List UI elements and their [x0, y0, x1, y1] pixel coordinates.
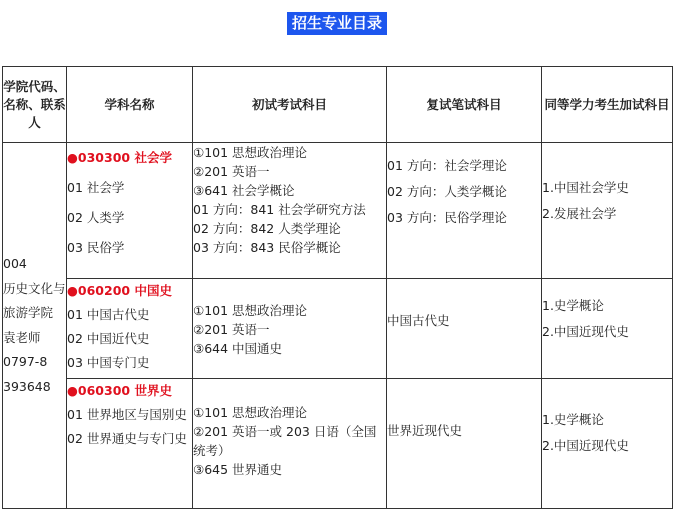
exam-item: 03 方向：843 民俗学概论: [193, 240, 341, 255]
direction-item: 01 世界地区与国别史: [67, 407, 187, 422]
retest-exam-cell: [387, 279, 542, 379]
exam-item: ②201 英语一: [193, 322, 270, 337]
table-header-row: [3, 67, 673, 143]
header-subject: 学科名称: [67, 67, 193, 143]
direction-item: 03 民俗学: [67, 240, 125, 255]
retest-item: 02 方向：人类学概论: [387, 184, 507, 199]
header-initial-exam: 初试考试科目: [193, 67, 387, 143]
direction-item: 01 中国古代史: [67, 307, 150, 322]
equivalent-item: 2.中国近现代史: [542, 324, 629, 339]
subject-cell: [67, 143, 193, 279]
table-row: [3, 379, 673, 509]
exam-item: 01 方向：841 社会学研究方法: [193, 202, 366, 217]
exam-item: ①101 思想政治理论: [193, 303, 308, 318]
exam-item: ②201 英语一或 203 日语（全国统考）: [193, 424, 377, 458]
college-name: 历史文化与旅游学院: [3, 280, 66, 320]
equivalent-exam-cell: [542, 379, 673, 509]
exam-item: ③645 世界通史: [193, 462, 283, 477]
direction-item: 02 中国近代史: [67, 331, 150, 346]
major-title: ●060200 中国史: [67, 283, 172, 298]
equivalent-item: 1.中国社会学史: [542, 180, 629, 195]
college-info-cell: [3, 143, 67, 509]
exam-item: ①101 思想政治理论: [193, 145, 308, 160]
exam-item: 02 方向：842 人类学理论: [193, 221, 341, 236]
direction-item: 02 世界通史与专门史: [67, 431, 187, 446]
college-phone-b: 393648: [3, 378, 51, 394]
table-row: [3, 143, 673, 279]
equivalent-item: 2.中国近现代史: [542, 438, 629, 453]
retest-item: 03 方向：民俗学理论: [387, 210, 507, 225]
direction-item: 02 人类学: [67, 210, 125, 225]
equivalent-exam-cell: [542, 143, 673, 279]
major-title: ●030300 社会学: [67, 150, 172, 165]
retest-exam-cell: [387, 143, 542, 279]
direction-item: 03 中国专门史: [67, 355, 150, 370]
initial-exam-cell: [193, 143, 387, 279]
initial-exam-cell: [193, 379, 387, 509]
college-contact: 袁老师: [3, 329, 41, 345]
header-equivalent-exam: 同等学力考生加试科目: [542, 67, 673, 143]
subject-cell: [67, 279, 193, 379]
admission-catalog-table: [2, 66, 673, 509]
equivalent-item: 1.史学概论: [542, 298, 604, 313]
major-title: ●060300 世界史: [67, 383, 172, 398]
table-row: [3, 279, 673, 379]
retest-item: 中国古代史: [387, 313, 450, 328]
equivalent-item: 1.史学概论: [542, 412, 604, 427]
retest-exam-cell: [387, 379, 542, 509]
header-retest-exam: 复试笔试科目: [387, 67, 542, 143]
college-phone-a: 0797-8: [3, 354, 48, 369]
retest-item: 01 方向：社会学理论: [387, 158, 507, 173]
exam-item: ①101 思想政治理论: [193, 405, 308, 420]
exam-item: ③641 社会学概论: [193, 183, 295, 198]
initial-exam-cell: [193, 279, 387, 379]
college-code: 004: [3, 256, 27, 271]
direction-item: 01 社会学: [67, 180, 125, 195]
equivalent-exam-cell: [542, 279, 673, 379]
equivalent-item: 2.发展社会学: [542, 206, 617, 221]
exam-item: ②201 英语一: [193, 164, 270, 179]
subject-cell: [67, 379, 193, 509]
exam-item: ③644 中国通史: [193, 341, 283, 356]
retest-item: 世界近现代史: [387, 423, 463, 438]
page-title: 招生专业目录: [287, 12, 387, 35]
header-college: 学院代码、名称、联系人: [3, 67, 67, 143]
